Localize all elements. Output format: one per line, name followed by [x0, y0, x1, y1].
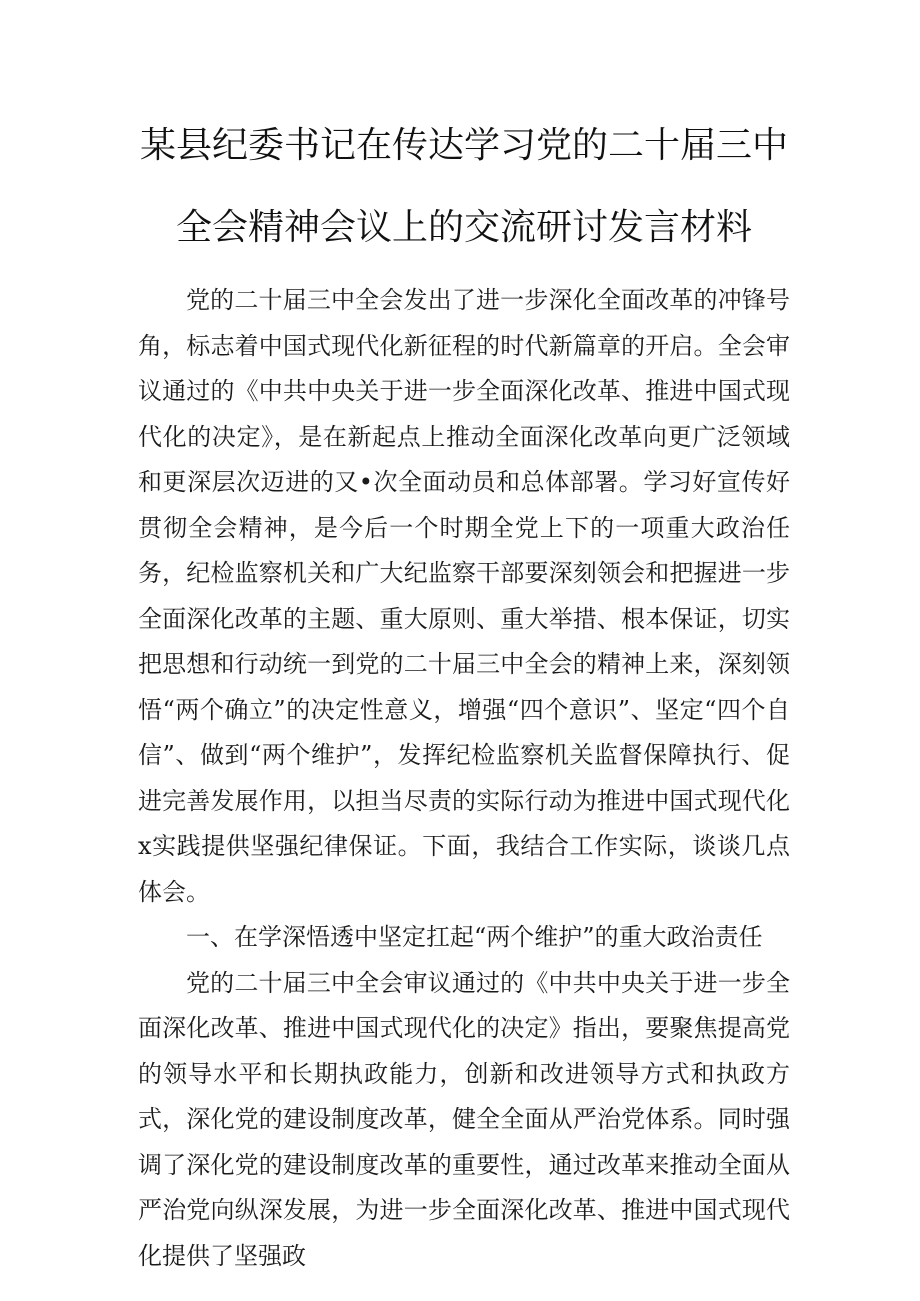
document-body: [138, 278, 790, 1279]
paragraph-intro: 党的二十届三中全会发出了进一步深化全面改革的冲锋号角，标志着中国式现代化新征程的时代新篇章的开启。全会审议通过的《中共中央关于进一步全面深化改革、推进中国式现代化的决定》，是在新起点上推动全面深化改革向更广泛领域和更深层次迈进的又•次全面动员和总体部署。学习好宣传好贯彻全会精神，是今后一个时期全党上下的一项重大政治任务，纪检监察机关和广大纪监察干部要深刻领会和把握进一步全面深化改革的主题、重大原则、重大举措、根本保证，切实把思想和行动统一到党的二十届三中全会的精神上来，深刻领悟“两个确立”的决定性意义，增强“四个意识”、坚定“四个自信”、做到“两个维护”，发挥纪检监察机关监督保障执行、促进完善发展作用，以担当尽责的实际行动为推进中国式现代化x实践提供坚强纪律保证。下面，我结合工作实际，谈谈几点体会。: [138, 286, 790, 906]
document-title: [138, 0, 790, 262]
title-line-2: 全会精神会议上的交流研讨发言材料: [175, 207, 752, 248]
title-line-1: 某县纪委书记在传达学习党的二十届三中: [139, 125, 788, 166]
section-heading-1: 一、在学深悟透中坚定扛起“两个维护”的重大政治责任: [186, 923, 763, 951]
paragraph-section-1: 党的二十届三中全会审议通过的《中共中央关于进一步全面深化改革、推进中国式现代化的决定》指出，要聚焦提高党的领导水平和长期执政能力，创新和改进领导方式和执政方式，深化党的建设制度改革，健全全面从严治党体系。同时强调了深化党的建设制度改革的重要性，通过改革来推动全面从严治党向纵深发展，为进一步全面深化改革、推进中国式现代化提供了坚强政: [138, 968, 790, 1270]
